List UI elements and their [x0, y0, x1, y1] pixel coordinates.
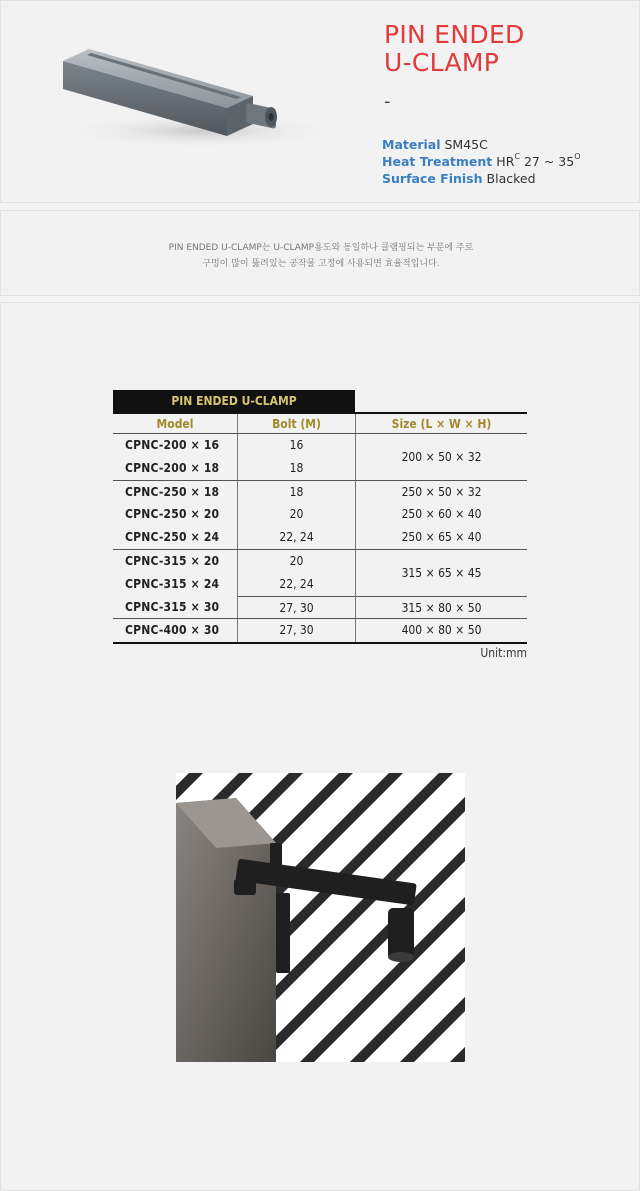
bolt-cell: 16 — [289, 438, 304, 452]
spec-label: Heat Treatment — [382, 154, 493, 169]
table-group-315 — [113, 550, 527, 619]
size-cell: 250 × 65 × 40 — [401, 530, 482, 545]
u-clamp-product-image — [41, 31, 341, 171]
spec-table — [113, 390, 527, 660]
spec-label: Material — [382, 137, 441, 152]
title-dash: - — [384, 91, 391, 112]
spec-surface-finish — [382, 171, 536, 186]
spec-material — [382, 137, 488, 152]
model-cell: CPNC-400 × 30 — [125, 623, 220, 638]
size-cell: 200 × 50 × 32 — [355, 434, 527, 480]
bolt-cell: 20 — [289, 507, 304, 522]
description-line-1: PIN ENDED U-CLAMP는 U-CLAMP용도와 동일하나 클램핑되는 부분에 주로 — [168, 243, 474, 253]
model-cell: CPNC-200 × 16 — [125, 438, 220, 452]
bolt-cell: 27, 30 — [238, 596, 355, 619]
bolt-cell: 18 — [289, 460, 304, 475]
spec-value-sup-2: O — [574, 152, 581, 161]
bolt-cell: 18 — [289, 484, 304, 499]
model-cell: CPNC-315 × 30 — [125, 599, 220, 614]
spec-value-prefix: HR — [496, 154, 515, 169]
table-caption: PIN ENDED U-CLAMP — [113, 390, 355, 412]
table-header-row — [113, 412, 527, 434]
description-panel — [0, 210, 640, 296]
title-line-1: PIN ENDED — [384, 20, 525, 49]
header-bolt: Bolt (M) — [237, 414, 355, 433]
model-cell: CPNC-250 × 20 — [125, 507, 220, 522]
title-line-2: U-CLAMP — [384, 48, 500, 77]
size-cell: 315 × 65 × 45 — [401, 565, 482, 580]
bolt-cell: 22, 24 — [279, 530, 314, 545]
spec-value: SM45C — [444, 137, 488, 152]
bolt-cell: 27, 30 — [279, 623, 314, 638]
spec-value: Blacked — [486, 171, 536, 186]
model-cell: CPNC-200 × 18 — [125, 460, 220, 475]
header-model: Model — [156, 417, 194, 431]
spec-table-panel — [0, 302, 640, 1191]
clamp-application-photo — [176, 773, 465, 1062]
table-group-250 — [113, 481, 527, 550]
size-cell: 315 × 80 × 50 — [356, 596, 527, 619]
table-group-200 — [113, 434, 527, 481]
product-title — [384, 21, 525, 77]
bolt-cell: 20 — [289, 553, 304, 568]
model-cell: CPNC-315 × 20 — [125, 553, 220, 568]
bolt-cell: 22, 24 — [279, 576, 314, 591]
description-line-2: 구멍이 많이 뚫려있는 공작물 고정에 사용되면 효율적입니다. — [202, 259, 440, 269]
table-group-400 — [113, 619, 527, 644]
product-header-panel — [0, 0, 640, 203]
model-cell: CPNC-250 × 18 — [125, 484, 220, 499]
unit-label: Unit:mm — [480, 646, 527, 660]
spec-label: Surface Finish — [382, 171, 483, 186]
description-text — [1, 240, 640, 272]
spec-value-sup: C — [514, 152, 520, 161]
header-size: Size (L × W × H) — [355, 414, 527, 433]
size-cell: 250 × 60 × 40 — [401, 507, 482, 522]
size-cell: 250 × 50 × 32 — [401, 484, 482, 499]
model-cell: CPNC-315 × 24 — [125, 576, 220, 591]
size-cell: 400 × 80 × 50 — [401, 623, 482, 638]
model-cell: CPNC-250 × 24 — [125, 530, 220, 545]
spec-heat-treatment — [382, 154, 581, 169]
spec-value-range: 27 ~ 35 — [519, 154, 575, 169]
